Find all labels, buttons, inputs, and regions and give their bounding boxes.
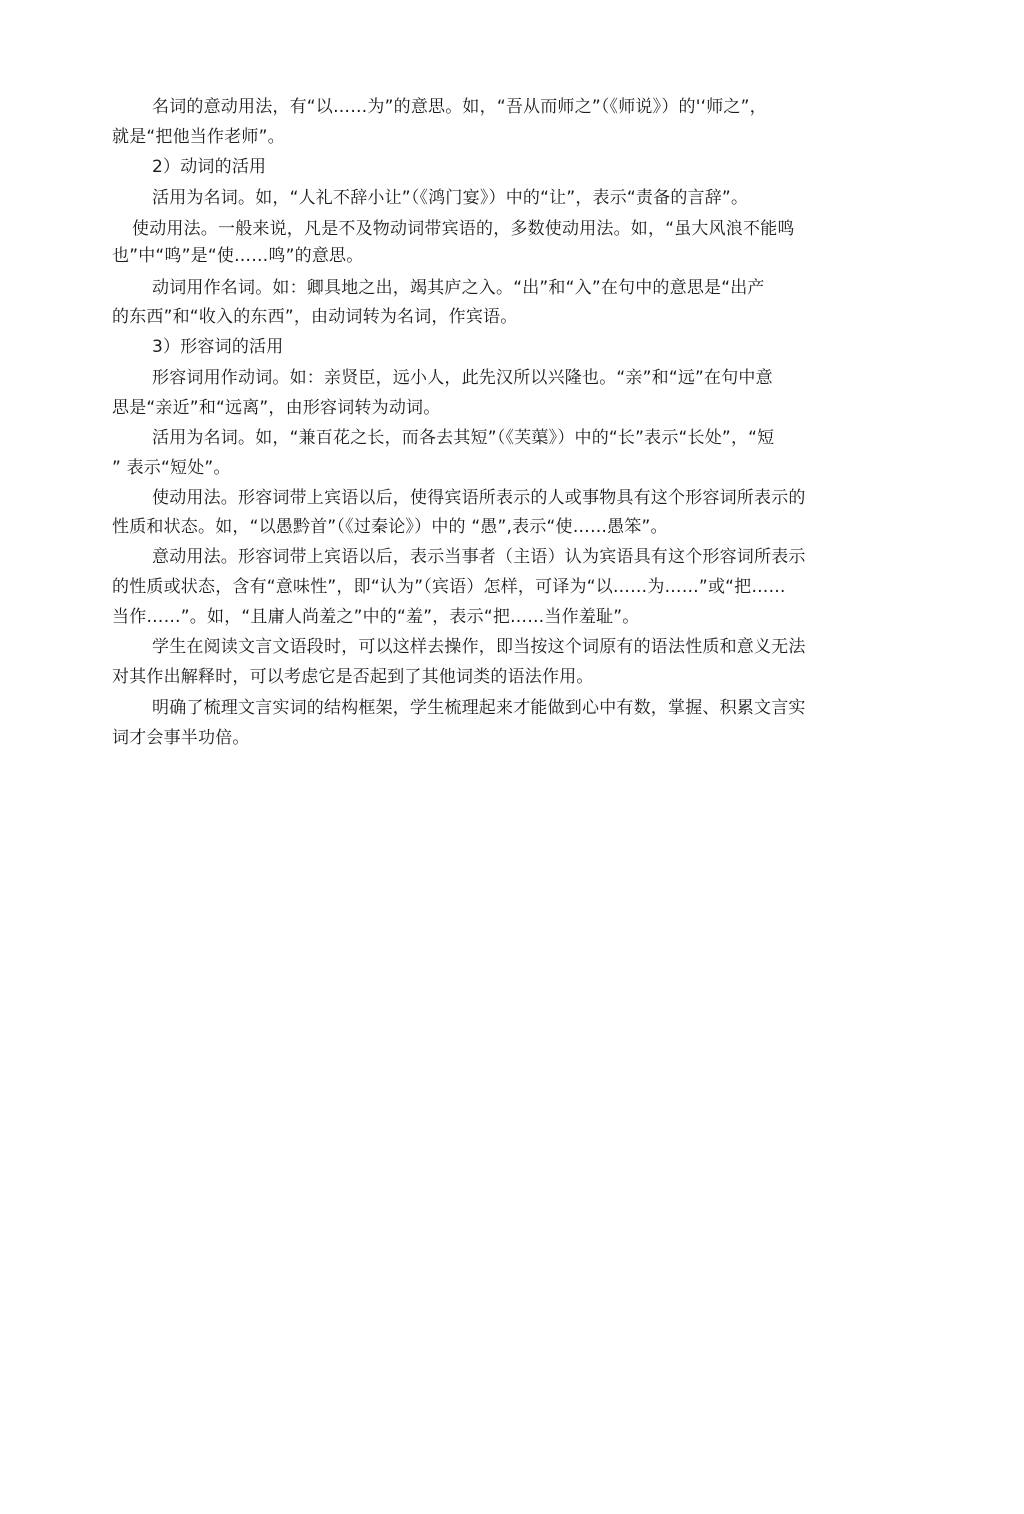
- text-line: 形容词用作动词。如：亲贤臣，远小人，此先汉所以兴隆也。“亲”和“远”在句中意: [152, 368, 773, 388]
- text-line: 意动用法。形容词带上宾语以后，表示当事者（主语）认为宾语具有这个形容词所表示: [152, 547, 806, 567]
- text-line: 明确了梳理文言实词的结构框架，学生梳理起来才能做到心中有数，掌握、积累文言实: [152, 698, 806, 718]
- text-line: 性质和状态。如，“以愚黔首”（《过秦论》）中的 “愚”,表示“使……愚笨”。: [112, 517, 668, 537]
- text-line: 活用为名词。如，“人礼不辞小让”（《鸿门宴》）中的“让”，表示“责备的言辞”。: [152, 188, 749, 208]
- text-line: 使动用法。一般来说，凡是不及物动词带宾语的，多数使动用法。如，“虽大风浪不能鸣: [132, 219, 795, 239]
- text-line: 思是“亲近”和“远离”，由形容词转为动词。: [112, 398, 441, 418]
- text-line: 使动用法。形容词带上宾语以后，使得宾语所表示的人或事物具有这个形容词所表示的: [152, 488, 806, 508]
- text-line: 动词用作名词。如：卿具地之出，竭其庐之入。“出”和“入”在句中的意思是“出产: [152, 278, 765, 298]
- text-line: 也”中“鸣”是“使……鸣”的意思。: [112, 246, 364, 266]
- text-line: 活用为名词。如，“兼百花之长，而各去其短”（《芙蕖》）中的“长”表示“长处”，“短: [152, 428, 775, 448]
- text-line: 名词的意动用法，有“以……为”的意思。如，“吾从而师之”（《师说》）的'‘师之”，: [152, 97, 767, 117]
- text-line: 词才会事半功倍。: [112, 728, 250, 748]
- text-line: 就是“把他当作老师”。: [112, 127, 285, 147]
- text-line: 当作……”。如，“且庸人尚羞之”中的“羞”，表示“把……当作羞耻”。: [112, 607, 640, 627]
- section-heading: 2）动词的活用: [152, 157, 267, 177]
- text-line: 的性质或状态，含有“意味性”，即“认为”（宾语）怎样，可译为“以……为……”或“把……: [112, 577, 786, 597]
- text-line: 的东西”和“收入的东西”，由动词转为名词，作宾语。: [112, 307, 518, 327]
- text-line: ” 表示“短处”。: [112, 458, 231, 478]
- text-line: 对其作出解释时，可以考虑它是否起到了其他词类的语法作用。: [112, 667, 594, 687]
- section-heading: 3）形容词的活用: [152, 337, 284, 357]
- text-line: 学生在阅读文言文语段时，可以这样去操作，即当按这个词原有的语法性质和意义无法: [152, 637, 806, 657]
